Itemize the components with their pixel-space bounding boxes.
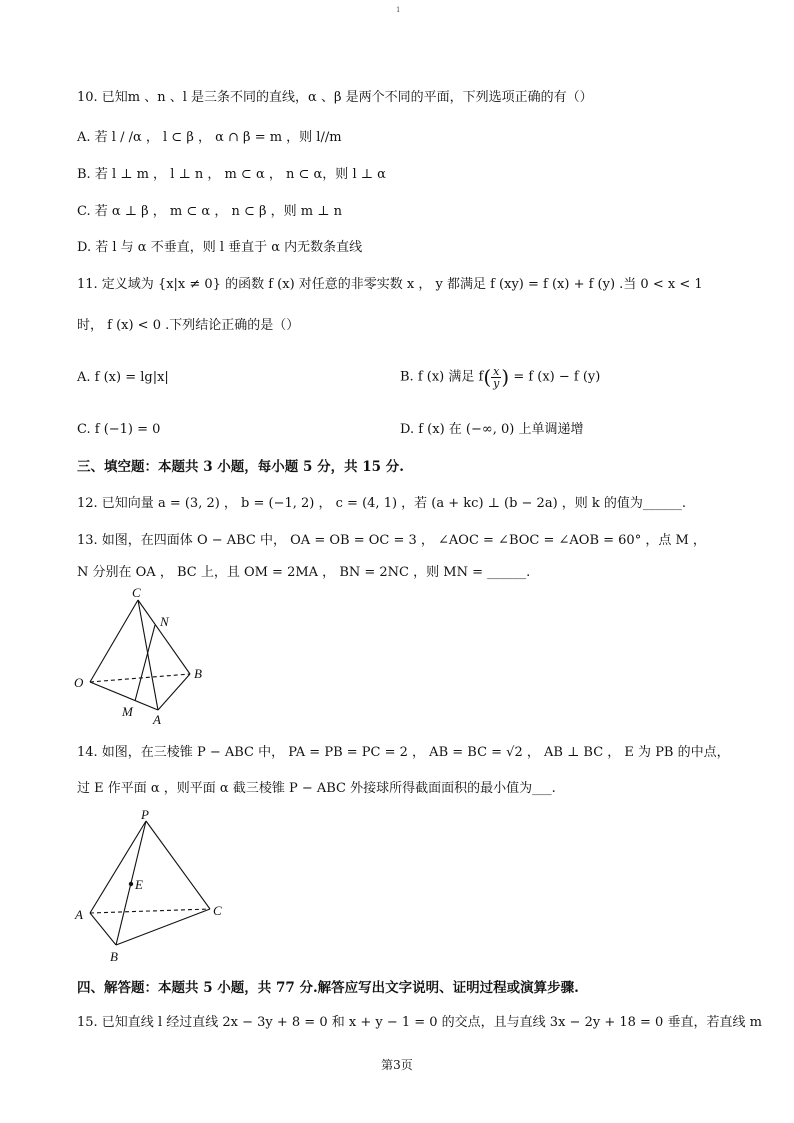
q10-stem: 10. 已知m 、n 、l 是三条不同的直线，α 、β 是两个不同的平面，下列选项正确的有（） [77, 90, 593, 105]
q15: 15. 已知直线 l 经过直线 2x − 3y + 8 = 0 和 x + y − 1 = 0 的交点，且与直线 3x − 2y + 18 = 0 垂直，若直线 m [77, 1015, 762, 1030]
q13-tetrahedron-figure [70, 582, 220, 732]
q11-option-b: B. f (x) 满足 f( $\frac{x}{y}$ ) = f (x) − f (y) [400, 364, 601, 390]
label-m: M [122, 704, 133, 719]
edge-ca [138, 600, 158, 710]
q14-pyramid-figure [70, 805, 240, 965]
q10-option-d: D. 若 l 与 α 不垂直，则 l 垂直于 α 内无数条直线 [77, 240, 363, 255]
edge-ba [158, 674, 190, 710]
page-mark: 1 [396, 6, 401, 14]
edge-oc [90, 600, 138, 682]
edge-pa [90, 821, 146, 913]
q11-option-d: D. f (x) 在 (−∞, 0) 上单调递增 [400, 422, 584, 437]
page-footer: 第3页 [381, 1058, 413, 1072]
point-e [129, 882, 133, 886]
q14-line2: 过 E 作平面 α ，则平面 α 截三棱锥 P − ABC 外接球所得截面面积的最小值为___. [77, 781, 556, 796]
q10-option-b: B. 若 l ⊥ m ， l ⊥ n ， m ⊂ α ， n ⊂ α，则 l ⊥ α [77, 167, 386, 182]
label-p: P [141, 807, 149, 822]
edge-cb [138, 600, 190, 674]
q13-line1: 13. 如图，在四面体 O − ABC 中， OA = OB = OC = 3 ， ∠AOC = ∠BOC = ∠AOB = 60° ，点 M ， [77, 533, 706, 548]
q11-stem: 11. 定义域为 {x|x ≠ 0} 的函数 f (x) 对任意的非零实数 x ， y 都满足 f (xy) = f (x) + f (y) .当 0 < x < 1 [77, 277, 703, 292]
q14-line1: 14. 如图，在三棱锥 P − ABC 中， PA = PB = PC = 2 ， AB = BC = √2 ， AB ⊥ BC ， E 为 PB 的中点， [77, 745, 730, 760]
fraction-numerator: x [493, 364, 500, 378]
edge-bc [116, 909, 210, 945]
label-c: C [132, 585, 141, 600]
label-e: E [135, 877, 143, 892]
edge-ab [90, 913, 116, 945]
label-b: B [110, 949, 118, 964]
q11-option-a: A. f (x) = lg|x| [77, 370, 169, 385]
edge-pc [146, 821, 210, 909]
label-a: A [75, 907, 83, 922]
q11-stem-cont: 时， f (x) < 0 .下列结论正确的是（） [77, 318, 300, 333]
q11-option-c: C. f (−1) = 0 [77, 422, 161, 437]
q11-option-b-prefix: B. f (x) 满足 f [400, 369, 484, 385]
label-b: B [194, 666, 202, 681]
q10-option-c: C. 若 α ⊥ β ， m ⊂ α ， n ⊂ β ，则 m ⊥ n [77, 204, 342, 219]
fraction-denominator: y [493, 376, 500, 390]
label-a: A [153, 712, 161, 727]
q11-option-b-suffix: = f (x) − f (y) [513, 369, 601, 385]
label-c: C [213, 903, 222, 918]
label-n: N [160, 614, 169, 629]
q11-fraction [491, 366, 501, 389]
section-4-heading: 四、解答题：本题共 5 小题，共 77 分.解答应写出文字说明、证明过程或演算步骤. [77, 980, 579, 996]
label-o: O [74, 675, 84, 690]
section-3-heading: 三、填空题：本题共 3 小题，每小题 5 分，共 15 分. [77, 459, 404, 475]
q10-option-a: A. 若 l / /α ， l ⊂ β ， α ∩ β = m ，则 l//m [77, 130, 342, 145]
q12: 12. 已知向量 a = (3, 2) ， b = (−1, 2) ， c = (4, 1) ，若 (a + kc) ⊥ (b − 2a) ，则 k 的值为______. [77, 496, 687, 511]
q13-line2: N 分别在 OA ， BC 上，且 OM = 2MA ， BN = 2NC ，则 MN = ______. [77, 565, 531, 580]
edge-ac-hidden [90, 909, 210, 913]
